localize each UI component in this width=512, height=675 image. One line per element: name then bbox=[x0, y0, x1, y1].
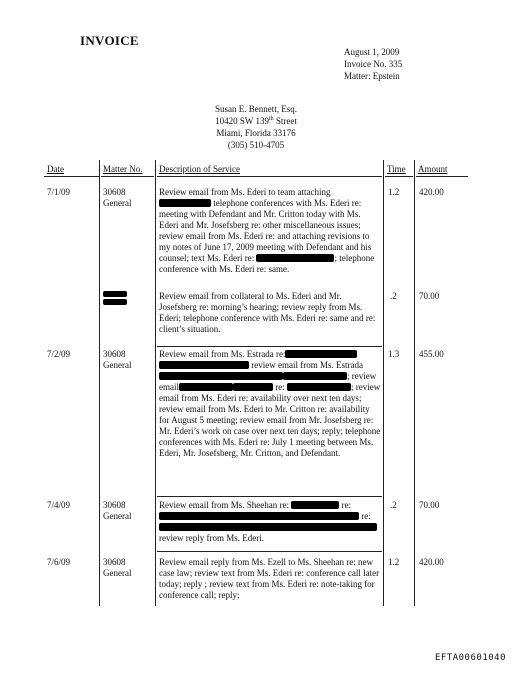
row-description: Review email from Ms. Sheehan re: re: re: review reply from Ms. Ederi. bbox=[159, 500, 381, 544]
redaction-mark bbox=[291, 501, 339, 509]
row-amount: 70.00 bbox=[419, 291, 440, 301]
row-amount: 455.00 bbox=[419, 349, 444, 359]
redaction-mark bbox=[159, 199, 211, 207]
billing-address bbox=[206, 103, 306, 151]
invoice-date: August 1, 2009 bbox=[344, 47, 400, 57]
invoice-number: Invoice No. 335 bbox=[344, 59, 403, 69]
header-rule bbox=[44, 176, 99, 177]
row-time: 1.2 bbox=[388, 187, 400, 197]
address-name: Susan E. Bennett, Esq. bbox=[215, 104, 297, 114]
document-id: EFTA00601040 bbox=[434, 653, 506, 663]
redaction-mark bbox=[103, 291, 127, 297]
row-time: 1.3 bbox=[388, 349, 400, 359]
redaction-mark bbox=[103, 299, 127, 305]
row-matter: 30608 General bbox=[103, 349, 132, 370]
row-date: 7/1/09 bbox=[47, 187, 71, 197]
table-divider bbox=[155, 160, 156, 606]
row-matter: 30608 General bbox=[103, 500, 132, 521]
row-description: Review email from collateral to Ms. Ederi and Mr. Josefsberg re: morning’s hearing; review reply from Ms. Ederi; telephone conference with Ms. Ederi re: same and re: client’s situation. bbox=[159, 291, 376, 334]
header-rule bbox=[157, 176, 382, 177]
redaction-mark bbox=[283, 372, 347, 380]
row-amount: 70.00 bbox=[419, 500, 440, 510]
row-time: .2 bbox=[390, 291, 397, 301]
invoice-title: INVOICE bbox=[80, 33, 139, 48]
row-date: 7/6/09 bbox=[47, 557, 71, 567]
col-header-time: Time bbox=[387, 164, 406, 174]
header-rule bbox=[385, 176, 413, 177]
row-description: Review email from Ms. Ederi to team attaching telephone conferences with Ms. Ederi re: meeting with Defendant and Mr. Critton today with Ms. Ederi and Mr. Josefsberg re: other miscellaneous issues; review email from Ms. Ederi re: and attaching revisions to my notes of June 17, 2009 meeting with Defendant and his counsel; text Ms. Ederi re: ; telephone conference with Ms. Ederi re: same. bbox=[159, 187, 375, 274]
row-amount: 420.00 bbox=[419, 187, 444, 197]
table-divider bbox=[99, 160, 100, 606]
row-amount: 420.00 bbox=[419, 557, 444, 567]
col-header-amount: Amount bbox=[418, 164, 448, 174]
redaction-mark bbox=[287, 383, 351, 391]
row-rule bbox=[157, 346, 382, 347]
col-header-description: Description of Service bbox=[159, 164, 240, 174]
invoice-meta bbox=[344, 46, 402, 82]
table-divider bbox=[414, 160, 415, 606]
address-city: Miami, Florida 33176 bbox=[216, 128, 296, 138]
table-divider bbox=[383, 160, 384, 606]
row-description: Review email from Ms. Estrada re: review email from Ms. Estrada; review email re: ; review email from Ms. Ederi re: availability over next ten days; review email from Ms. Ederi to Mr. Critton re: availability for August 5 meeting; review email from Mr. Josefsberg re: Mr. Ederi’s work on case over next ten days; reply; telephone conferences with Ms. Ederi re: July 1 meeting between Ms. Ederi, Mr. Josefsberg, Mr. Critton, and Defendant. bbox=[159, 349, 381, 458]
redaction-mark bbox=[159, 372, 283, 380]
col-header-date: Date bbox=[47, 164, 64, 174]
address-phone: (305) 510-4705 bbox=[227, 140, 285, 150]
row-rule bbox=[157, 551, 382, 552]
redaction-mark bbox=[233, 383, 273, 391]
invoice-matter: Matter: Epstein bbox=[344, 71, 400, 81]
redaction-mark bbox=[285, 350, 357, 358]
redaction-mark bbox=[159, 523, 377, 531]
row-date: 7/4/09 bbox=[47, 500, 71, 510]
address-street: 10420 SW 139th Street bbox=[215, 116, 297, 126]
redaction-mark bbox=[159, 361, 249, 369]
row-time: .2 bbox=[390, 500, 397, 510]
row-time: 1.2 bbox=[388, 557, 400, 567]
header-rule bbox=[101, 176, 154, 177]
col-header-matter: Matter No. bbox=[103, 164, 143, 174]
row-rule bbox=[157, 496, 382, 497]
row-matter: 30608 General bbox=[103, 557, 132, 578]
redaction-mark bbox=[179, 383, 233, 391]
redaction-mark bbox=[256, 254, 334, 262]
redaction-mark bbox=[159, 512, 359, 520]
header-rule bbox=[416, 176, 468, 177]
row-matter: 30608 General bbox=[103, 187, 132, 208]
row-date: 7/2/09 bbox=[47, 349, 71, 359]
row-description: Review email reply from Ms. Ezell to Ms. Sheehan re: new case law; review text from Ms. Ederi re: conference call later today; reply ; review text from Ms. Ederi re: note-taking for conference call; reply; bbox=[159, 557, 380, 600]
